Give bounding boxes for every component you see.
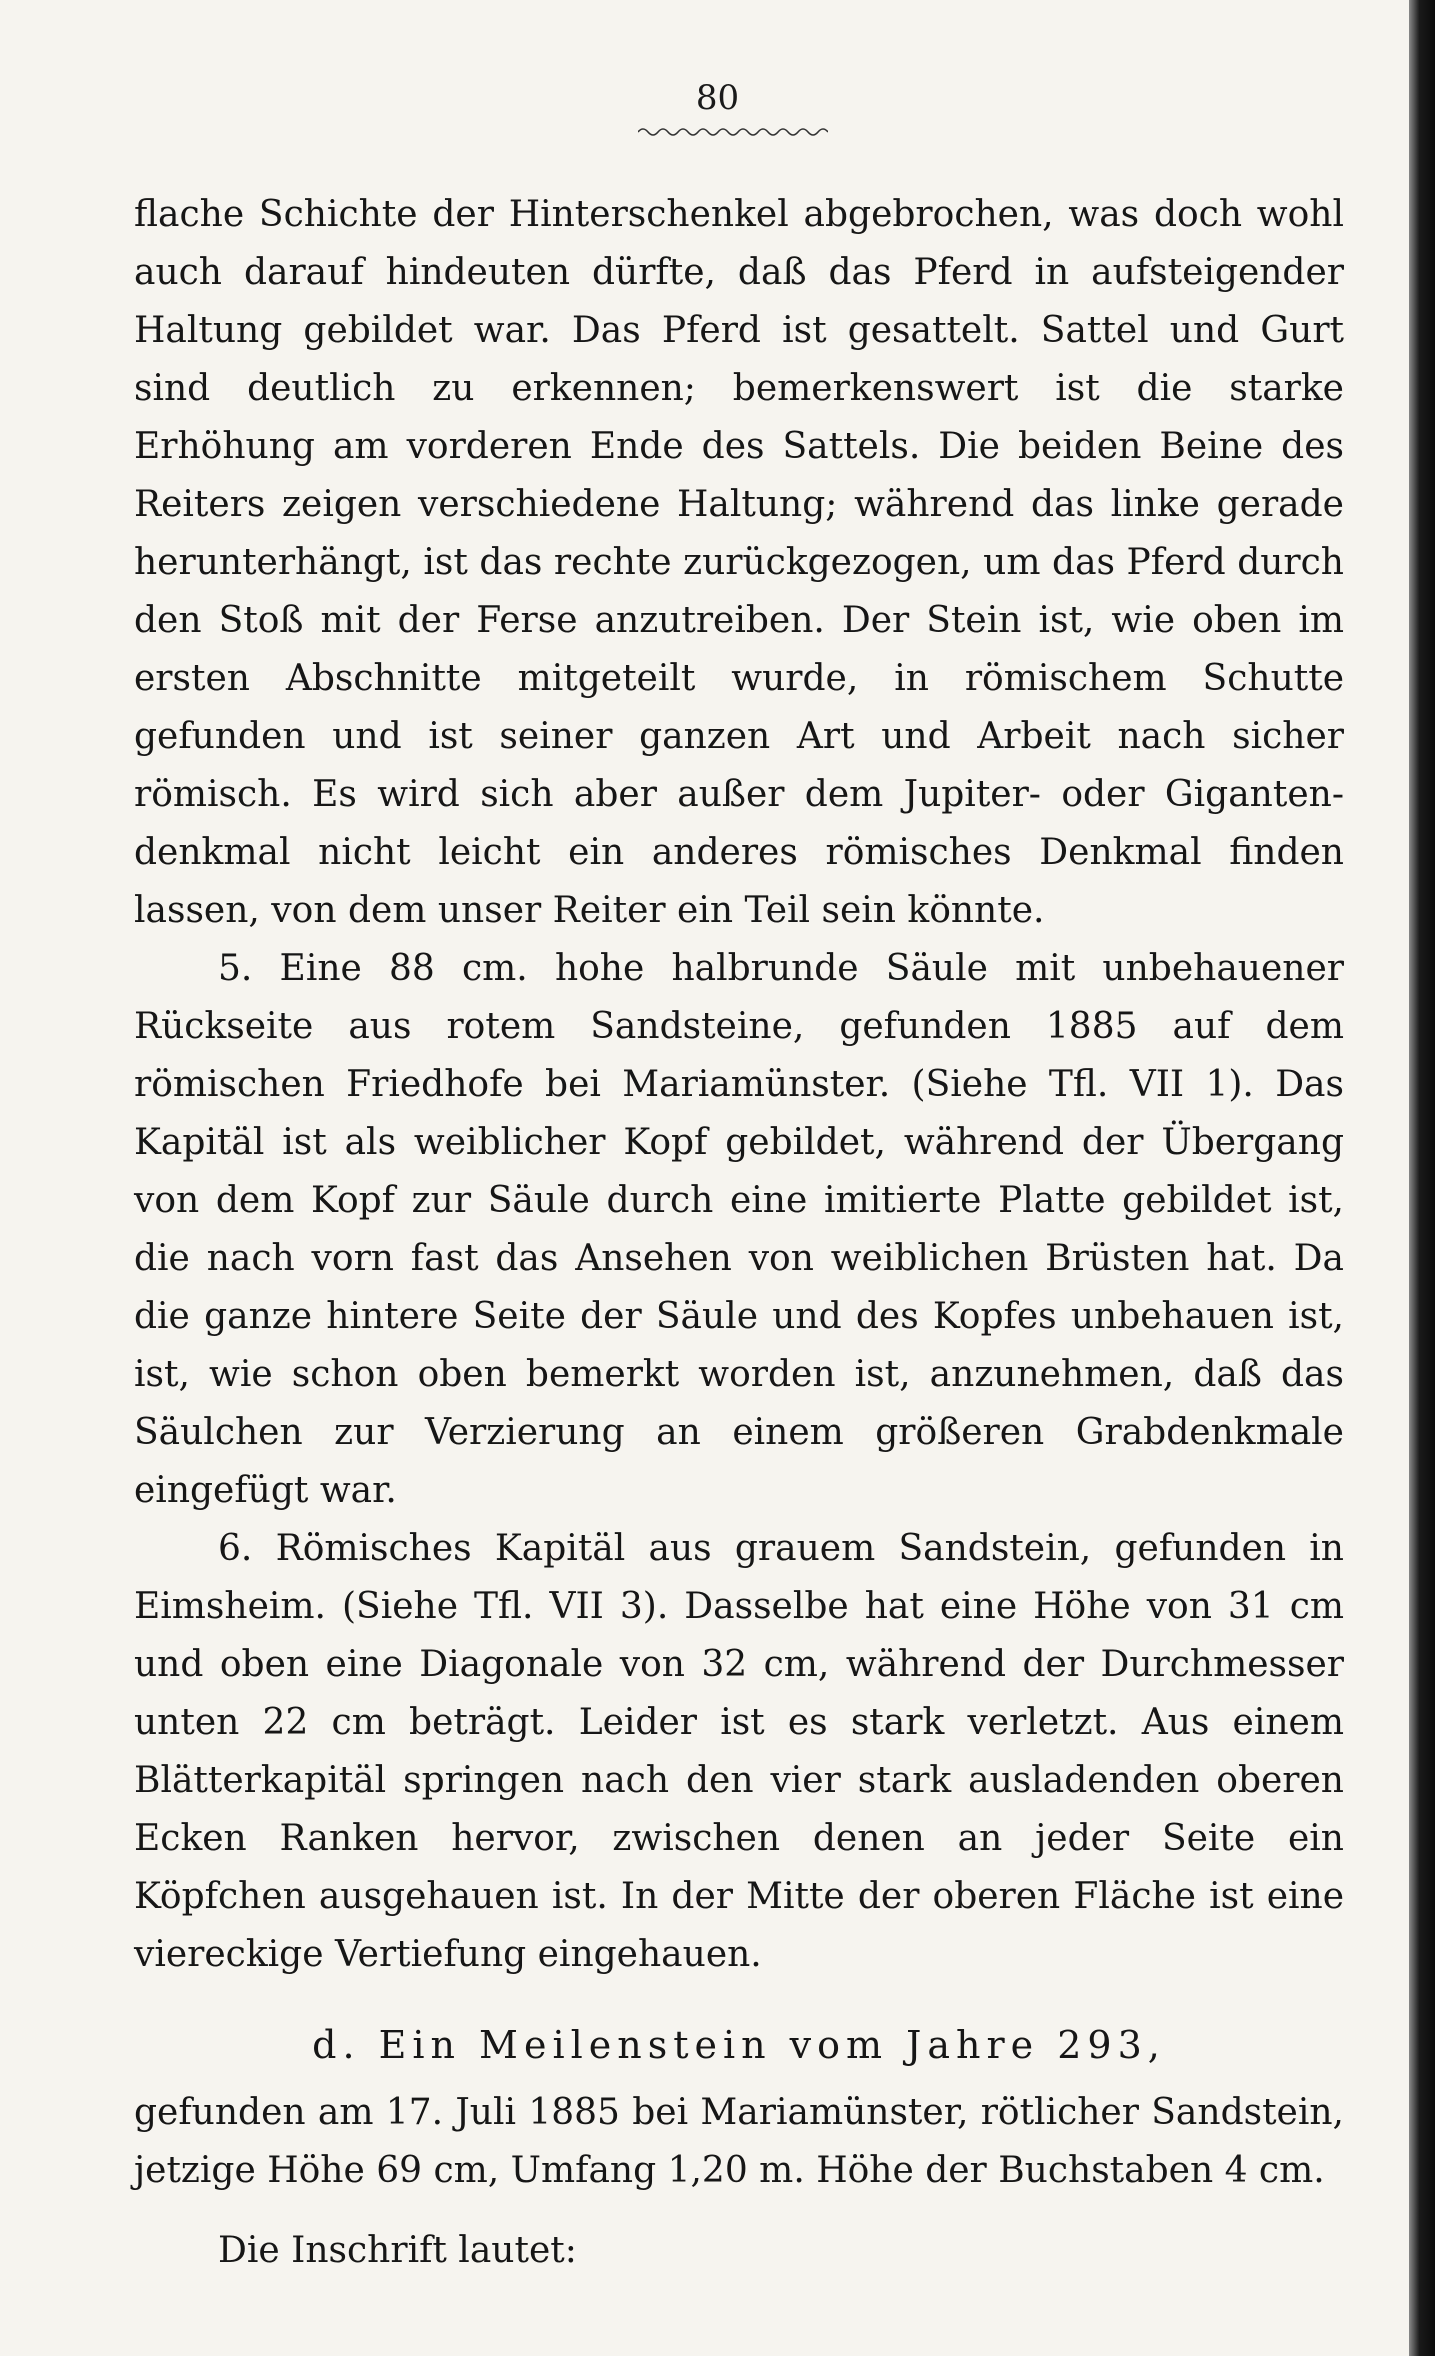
page-number: 80 bbox=[695, 78, 740, 118]
body-text bbox=[134, 186, 1344, 2280]
book-edge-shadow bbox=[1409, 0, 1435, 2356]
paragraph-item-6: 6. Römisches Kapitäl aus grauem Sandstein, gefunden in Eimsheim. (Siehe Tfl. VII 3). Dasselbe hat eine Höhe von 31 cm und oben eine Diagonale von 32 cm, während der Durchmesser unten 22 cm beträgt. Leider ist es stark verletzt. Aus einem Blätterkapitäl springen nach den vier stark ausladenden oberen Ecken Ranken hervor, zwischen denen an jeder Seite ein Köpfchen ausgehauen ist. In der Mitte der oberen Fläche ist eine viereckige Vertiefung eingehauen. bbox=[134, 1528, 1344, 1975]
paragraph-continued: flache Schichte der Hinterschenkel abgebrochen, was doch wohl auch darauf hindeuten dürfte, daß das Pferd in aufsteigender Haltung gebildet war. Das Pferd ist gesattelt. Sattel und Gurt sind deutlich zu erkennen; bemerkenswert ist die starke Erhöhung am vorderen Ende des Sattels. Die beiden Beine des Reiters zeigen verschiedene Haltung; während das linke gerade herunterhängt, ist das rechte zurückgezogen, um das Pferd durch den Stoß mit der Ferse anzutreiben. Der Stein ist, wie oben im ersten Abschnitte mitgeteilt wurde, in römischem Schutte gefunden und ist seiner ganzen Art und Arbeit nach sicher römisch. Es wird sich aber außer dem Jupiter- oder Giganten-denkmal nicht leicht ein anderes römisches Denkmal finden lassen, von dem unser Reiter ein Teil sein könnte. bbox=[134, 194, 1344, 931]
inscription-intro: Die Inschrift lautet: bbox=[218, 2230, 577, 2271]
paragraph-item-5: 5. Eine 88 cm. hohe halbrunde Säule mit unbehauener Rückseite aus rotem Sandsteine, gefunden 1885 auf dem römischen Friedhofe bei Mariamünster. (Siehe Tfl. VII 1). Das Kapitäl ist als weiblicher Kopf gebildet, während der Übergang von dem Kopf zur Säule durch eine imitierte Platte gebildet ist, die nach vorn fast das Ansehen von weiblichen Brüsten hat. Da die ganze hintere Seite der Säule und des Kopfes unbehauen ist, ist, wie schon oben bemerkt worden ist, anzunehmen, daß das Säulchen zur Verzierung an einem größeren Grabdenkmale eingefügt war. bbox=[134, 948, 1344, 1511]
section-heading: d. Ein Meilenstein vom Jahre 293, bbox=[312, 2023, 1166, 2067]
section-body: gefunden am 17. Juli 1885 bei Mariamünster, rötlicher Sandstein, jetzige Höhe 69 cm, Umfang 1,20 m. Höhe der Buchstaben 4 cm. bbox=[134, 2092, 1344, 2191]
wavy-rule-ornament bbox=[638, 124, 828, 140]
